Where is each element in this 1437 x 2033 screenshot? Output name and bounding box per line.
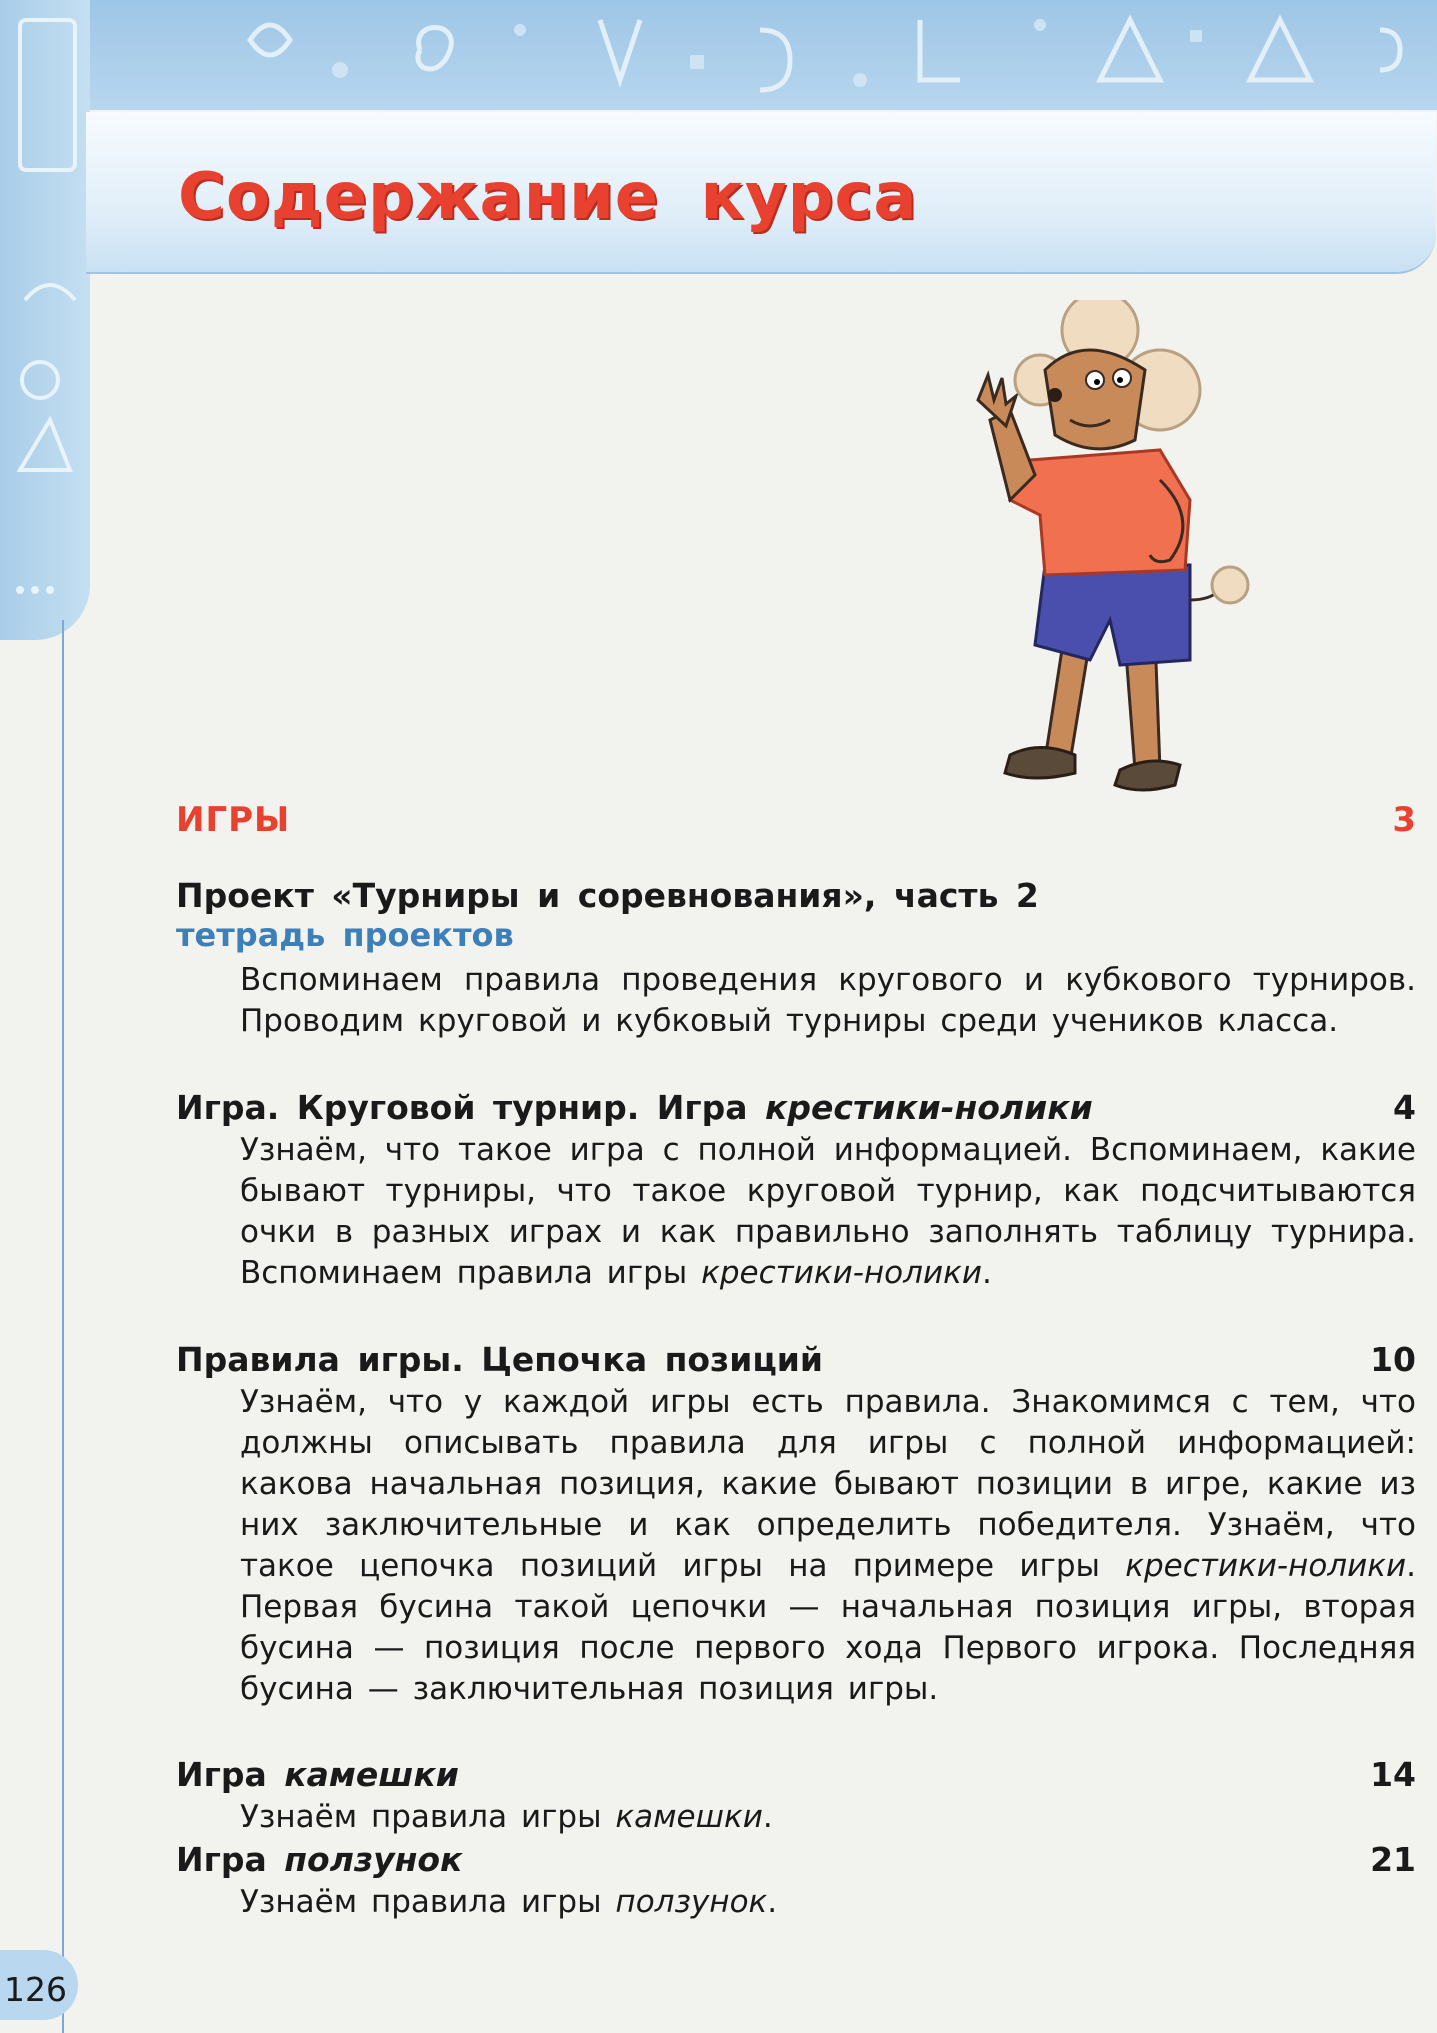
topic-page-number: 14 <box>1370 1755 1416 1794</box>
section-header <box>176 800 1416 840</box>
topic-description: Узнаём правила игры ползунок. <box>240 1884 778 1920</box>
project-subtitle-link[interactable]: тетрадь проектов <box>176 916 514 954</box>
page-title: Содержание курса <box>178 160 918 234</box>
top-decorative-band <box>0 0 1437 110</box>
topic-title: Игра. Круговой турнир. Игра крестики-нолики <box>176 1088 1093 1127</box>
project-subtitle-row <box>176 916 1416 954</box>
topic-page-number: 4 <box>1393 1088 1416 1127</box>
project-entry <box>176 876 1416 915</box>
section-page-number: 3 <box>1392 800 1416 840</box>
topic-title: Игра ползунок <box>176 1840 463 1879</box>
topic-entry <box>176 1755 1416 1794</box>
section-title: ИГРЫ <box>176 800 291 840</box>
topic-title: Правила игры. Цепочка позиций <box>176 1340 824 1379</box>
margin-line <box>62 620 64 2033</box>
left-symbols-pattern <box>0 0 90 640</box>
topic-page-number: 21 <box>1370 1840 1416 1879</box>
topic-description: Узнаём, что такое игра с полной информацией. Вспоминаем, какие бывают турниры, что такое круговой турнир, как подсчитываются очки в разных играх и как правильно заполнять таблицу турнира. Вспоминаем правила игры крестики-нолики. <box>240 1132 1416 1291</box>
topic-description: Узнаём правила игры камешки. <box>240 1799 773 1835</box>
project-title: Проект «Турниры и соревнования», часть 2 <box>176 876 1039 915</box>
topic-entry <box>176 1340 1416 1379</box>
project-description: Вспоминаем правила проведения кругового и кубкового турниров. Проводим круговой и кубковый турниры среди учеников класса. <box>240 962 1416 1039</box>
left-decorative-band <box>0 0 90 640</box>
topic-title: Игра камешки <box>176 1755 459 1794</box>
math-symbols-pattern <box>0 0 1437 110</box>
topic-description: Узнаём, что у каждой игры есть правила. Знакомимся с тем, что должны описывать правила для игры с полной информацией: какова начальная позиция, какие бывают позиции в игре, какие из них заключительные и как определить победителя. Узнаём, что такое цепочка позиций игры на примере игры крестики-нолики. Первая бусина такой цепочки — начальная позиция игры, вторая бусина — позиция после первого хода Первого игрока. Последняя бусина — заключительная позиция игры. <box>240 1384 1416 1707</box>
poodle-mascot-illustration <box>950 300 1270 810</box>
page-number: 126 <box>4 1970 67 2009</box>
topic-entry <box>176 1088 1416 1127</box>
topic-page-number: 10 <box>1370 1340 1416 1379</box>
topic-entry <box>176 1840 1416 1879</box>
